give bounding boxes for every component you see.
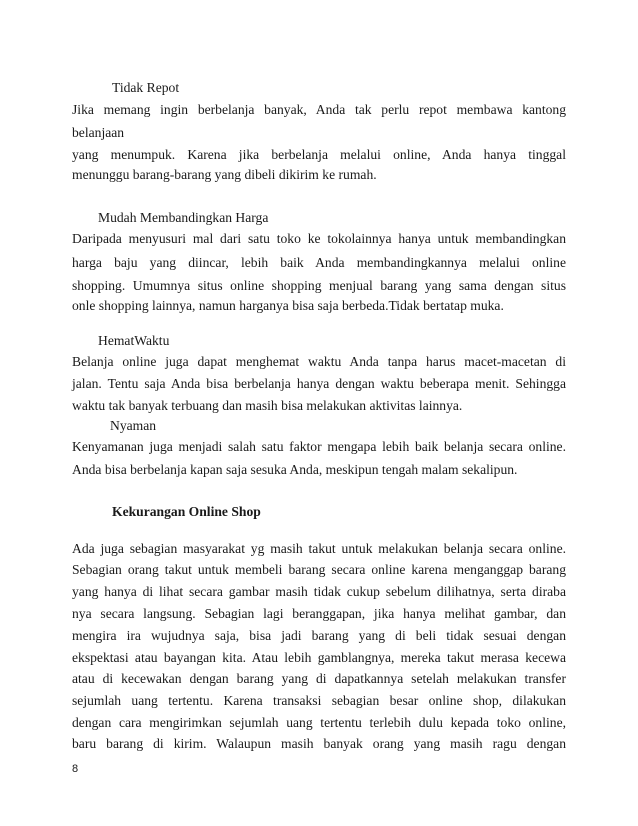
paragraph-line: yang hanya di lihat secara gambar masih tidak cukup sebelum dilihatnya, serta diraba	[72, 584, 566, 599]
paragraph-line: jalan. Tentu saja Anda bisa berbelanja hanya dengan waktu beberapa menit. Sehingga	[72, 376, 566, 391]
paragraph-line: waktu tak banyak terbuang dan masih bisa melakukan aktivitas lainnya.	[72, 398, 463, 413]
paragraph-line: nya secara langsung. Sebagian lagi beranggapan, jika hanya melihat gambar, dan	[72, 606, 566, 621]
paragraph-line: dengan cara mengirimkan sejumlah uang tertentu terlebih dulu kepada toko online,	[72, 715, 566, 730]
section-heading-mudah-membandingkan-harga: Mudah Membandingkan Harga	[98, 210, 269, 225]
paragraph-line: Sebagian orang takut untuk membeli barang secara online karena menganggap barang	[72, 562, 566, 577]
paragraph-line: harga baju yang diincar, lebih baik Anda membandingkannya melalui online	[72, 255, 566, 270]
paragraph-line: onle shopping lainnya, namun harganya bisa saja berbeda.Tidak bertatap muka.	[72, 298, 504, 313]
page-number: 8	[72, 763, 79, 775]
section-heading-nyaman: Nyaman	[110, 418, 157, 433]
paragraph-line: Anda bisa berbelanja kapan saja sesuka Anda, meskipun tengah malam sekalipun.	[72, 462, 518, 477]
paragraph-line: menunggu barang-barang yang dibeli dikirim ke rumah.	[72, 167, 377, 182]
paragraph-line: Jika memang ingin berbelanja banyak, Anda tak perlu repot membawa kantong	[72, 102, 566, 117]
paragraph-line: atau di kecewakan dengan barang yang di dapatkannya setelah melakukan transfer	[72, 671, 566, 686]
section-heading-tidak-repot: Tidak Repot	[112, 80, 180, 95]
section-heading-kekurangan-online-shop: Kekurangan Online Shop	[112, 504, 261, 519]
paragraph-line: baru barang di kirim. Walaupun masih banyak orang yang masih ragu dengan	[72, 736, 566, 751]
paragraph-line: Ada juga sebagian masyarakat yg masih takut untuk melakukan belanja secara online.	[72, 541, 566, 556]
paragraph-line: yang menumpuk. Karena jika berbelanja melalui online, Anda hanya tinggal	[72, 147, 566, 162]
paragraph-line: Daripada menyusuri mal dari satu toko ke tokolainnya hanya untuk membandingkan	[72, 231, 566, 246]
paragraph-line: shopping. Umumnya situs online shopping menjual barang yang sama dengan situs	[72, 278, 566, 293]
paragraph-line: ekspektasi atau bayangan kita. Atau lebih gamblangnya, mereka takut merasa kecewa	[72, 650, 566, 665]
paragraph-line: Kenyamanan juga menjadi salah satu faktor mengapa lebih baik belanja secara online.	[72, 439, 566, 454]
paragraph-line: belanjaan	[72, 125, 125, 140]
paragraph-line: mengira ira wujudnya saja, bisa jadi barang yang di beli tidak sesuai dengan	[72, 628, 566, 643]
section-heading-hemat-waktu: HematWaktu	[98, 333, 170, 348]
paragraph-line: sejumlah uang tertentu. Karena transaksi sebagian besar online shop, dilakukan	[72, 693, 566, 708]
paragraph-line: Belanja online juga dapat menghemat waktu Anda tanpa harus macet-macetan di	[72, 354, 566, 369]
